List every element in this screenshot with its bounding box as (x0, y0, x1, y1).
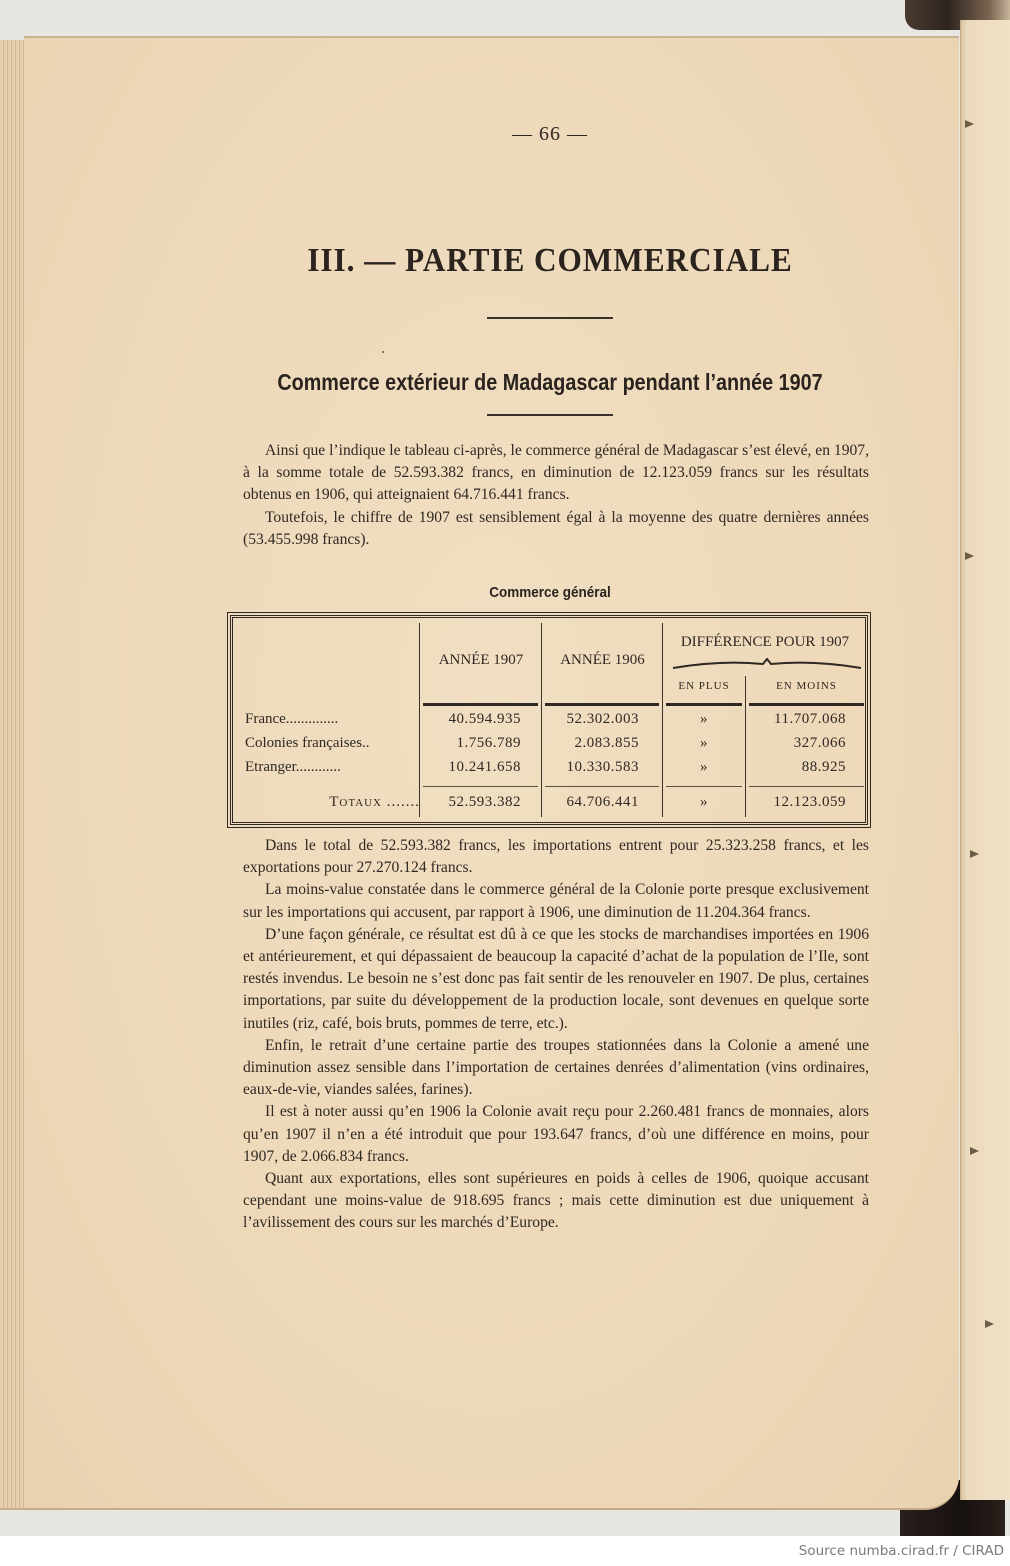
header-year-1906: ANNÉE 1906 (560, 652, 645, 668)
cell-1906: 52.302.003 (566, 711, 639, 727)
row-label-colonies: Colonies françaises.. (245, 735, 370, 751)
paragraph: Enfin, le retrait d’une certaine partie des troupes stationnées dans la Colonie a amené une diminution assez sensible dans l’importation de certaines denrées d’alimentation (vins ordinaires, eaux-de-vie, viandes salées, farines). (243, 1036, 869, 1099)
header-year-1907: ANNÉE 1907 (438, 652, 524, 668)
totals-rule (666, 786, 742, 787)
header-en-moins: EN MOINS (776, 680, 837, 692)
column-divider (541, 623, 542, 817)
body-text (243, 835, 869, 1235)
subtitle: Commerce extérieur de Madagascar pendant l’année 1907 (277, 369, 823, 395)
header-rule (545, 703, 659, 706)
cell-1907: 10.241.658 (448, 759, 521, 775)
paragraph: Il est à noter aussi qu’en 1906 la Colonie avait reçu pour 2.260.481 francs de monnaies, alors qu’en 1907 il n’en a été introduit que pour 193.647 francs, d’où une différence en moins, pour 1907, de 2.066.834 francs. (243, 1103, 869, 1165)
totals-rule (749, 786, 864, 787)
title-divider (487, 317, 613, 319)
header-rule (749, 703, 864, 706)
paragraph: D’une façon générale, ce résultat est dû à ce que les stocks de marchandises importées en 1906 et antérieurement, et qui dépassaient de beaucoup la capacité d’achat de la population de l’Ile, sont restés invendus. Le besoin ne s’est donc pas fait sentir de les renouveler en 1907. De plus, certaines importations, par suite du développement de la production locale, sont devenues en quelque sorte inutiles (riz, café, bois bruts, pommes de terre, etc.). (243, 925, 869, 1032)
cell-en-moins: 327.066 (793, 735, 846, 751)
table-caption: Commerce général (489, 584, 611, 601)
paragraph: Dans le total de 52.593.382 francs, les importations entrent pour 25.323.258 francs, et les exportations pour 27.270.124 francs. (243, 837, 869, 877)
paragraph: Toutefois, le chiffre de 1907 est sensiblement égal à la moyenne des quatre dernières années (53.455.998 francs). (243, 508, 869, 548)
subtitle-divider (487, 414, 613, 416)
paragraph: La moins-value constatée dans le commerce général de la Colonie porte presque exclusivement sur les importations qui accusent, par rapport à 1906, une diminution de 11.204.364 francs. (243, 881, 869, 921)
cell-1907: 1.756.789 (456, 735, 521, 751)
header-difference: DIFFÉRENCE POUR 1907 (680, 634, 850, 650)
ink-speck (382, 351, 384, 353)
totals-rule (423, 786, 538, 787)
intro-text (243, 440, 869, 551)
row-label-totaux: Totaux ....... (329, 794, 420, 810)
total-en-plus: » (700, 794, 708, 810)
brace-icon (671, 658, 863, 670)
cell-en-moins: 88.925 (801, 759, 846, 775)
cell-1906: 2.083.855 (574, 735, 639, 751)
total-1907: 52.593.382 (448, 794, 521, 810)
total-en-moins: 12.123.059 (773, 794, 846, 810)
cell-1906: 10.330.583 (566, 759, 639, 775)
page-number: — 66 — (512, 123, 588, 145)
totals-rule (545, 786, 659, 787)
header-rule (423, 703, 538, 706)
total-1906: 64.706.441 (566, 794, 639, 810)
paragraph: Quant aux exportations, elles sont supérieures en poids à celles de 1906, quoique accusant cependant une moins-value de 918.695 francs ; mais cette diminution est due uniquement à l’avilissement des cours sur les marchés d’Europe. (243, 1170, 869, 1232)
cell-en-plus: » (700, 759, 708, 775)
section-title: III. — PARTIE COMMERCIALE (307, 242, 793, 279)
cell-1907: 40.594.935 (448, 711, 521, 727)
header-rule (666, 703, 742, 706)
paragraph: Ainsi que l’indique le tableau ci-après, le commerce général de Madagascar s’est élevé, en 1907, à la somme totale de 52.593.382 francs, en diminution de 12.123.059 francs sur les résultats obtenus en 1906, qui atteignaient 64.716.441 francs. (243, 442, 869, 504)
commerce-table (230, 615, 868, 825)
cell-en-moins: 11.707.068 (774, 711, 846, 727)
cell-en-plus: » (700, 711, 708, 727)
source-credit: Source numba.cirad.fr / CIRAD (798, 1543, 1004, 1559)
row-label-etranger: Etranger............ (245, 759, 341, 775)
header-en-plus: EN PLUS (678, 680, 730, 692)
row-label-france: France.............. (245, 711, 339, 727)
cell-en-plus: » (700, 735, 708, 751)
